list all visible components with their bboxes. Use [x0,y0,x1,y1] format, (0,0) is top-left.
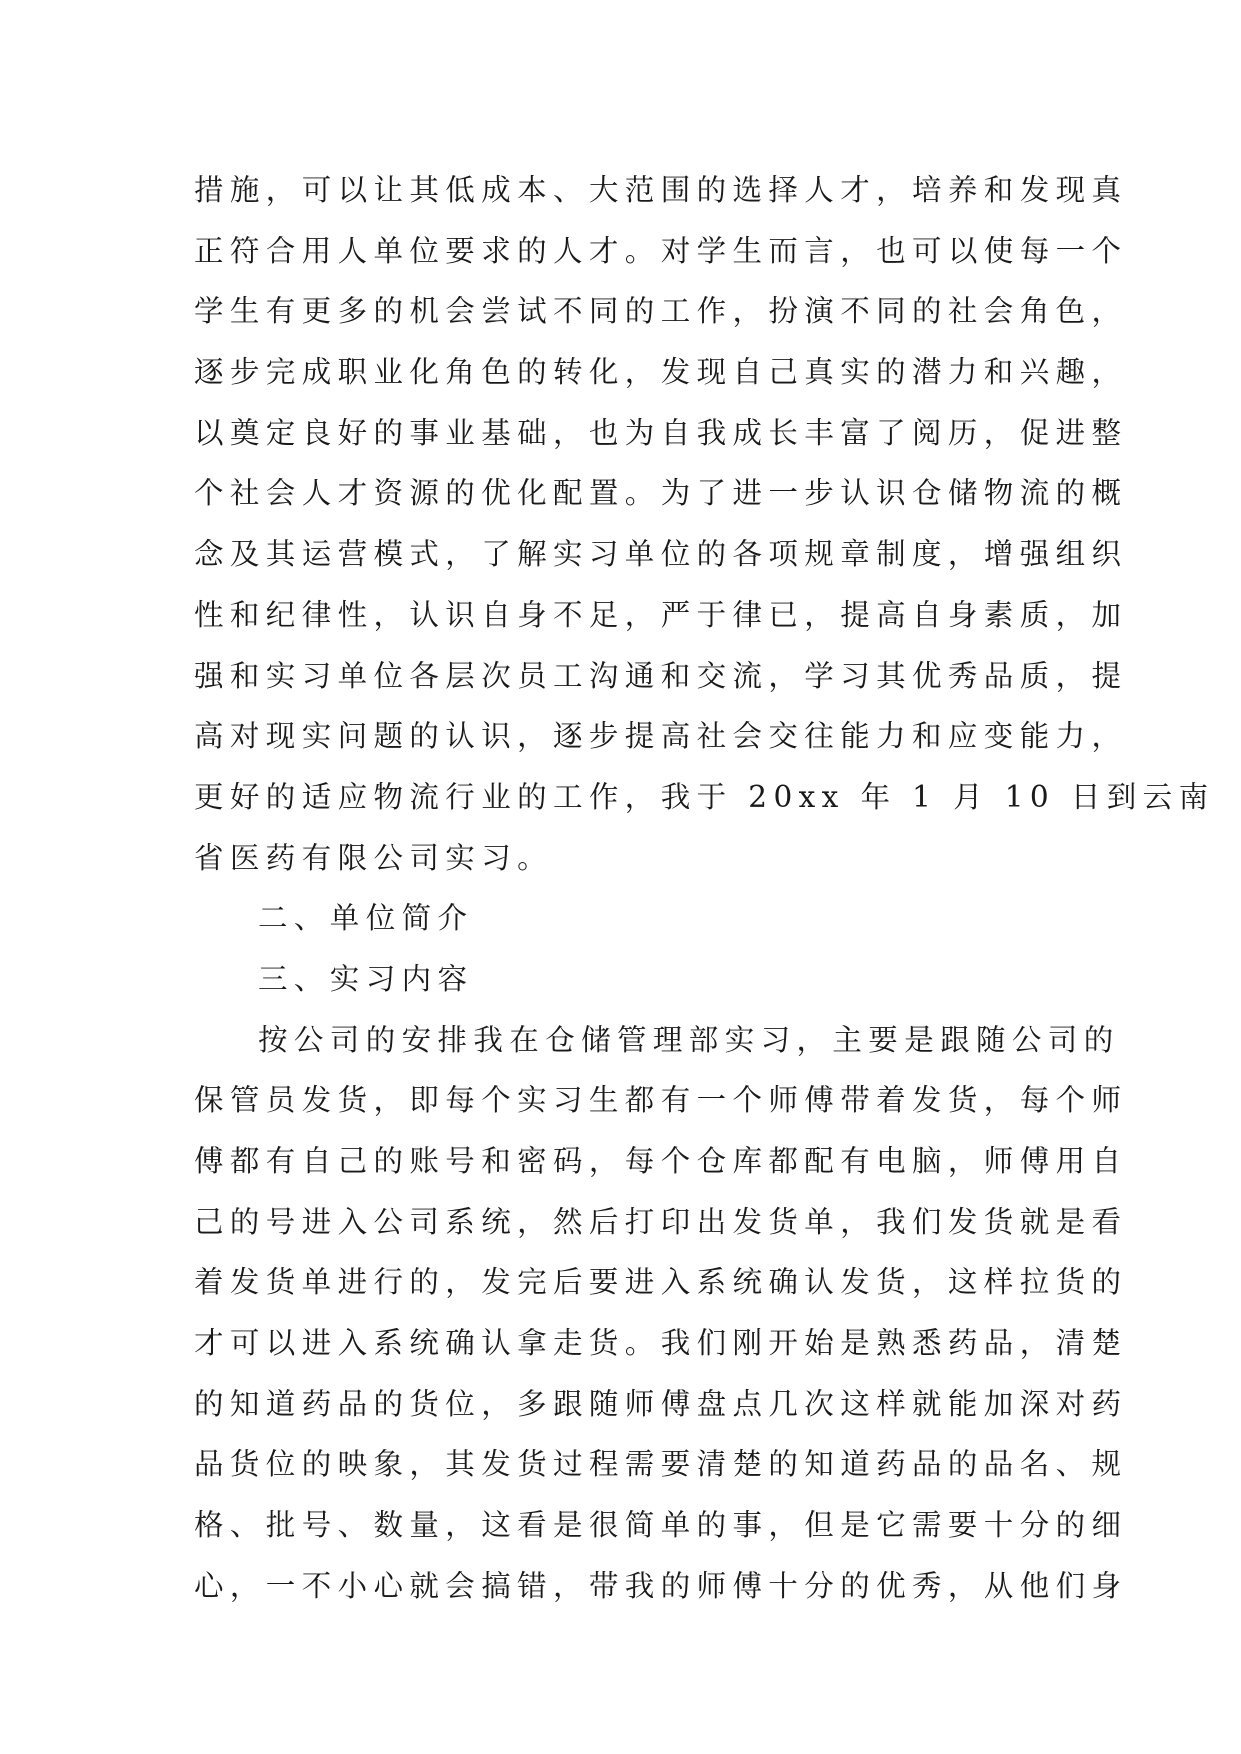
text-line: 更好的适应物流行业的工作，我于 20xx 年 1 月 10 日到云南 [194,779,1215,814]
paragraph-first-line: 二、单位简介 [258,901,474,936]
document-body [194,160,1215,1617]
text-line: 性和纪律性，认识自身不足，严于律已，提高自身素质，加 [194,597,1128,632]
text-line: 学生有更多的机会尝试不同的工作，扮演不同的社会角色， [194,294,1128,329]
text-line: 个社会人才资源的优化配置。为了进一步认识仓储物流的概 [194,476,1128,511]
text-line: 心，一不小心就会搞错，带我的师傅十分的优秀，从他们身 [194,1568,1128,1603]
text-line: 保管员发货，即每个实习生都有一个师傅带着发货，每个师 [194,1083,1128,1118]
text-line: 逐步完成职业化角色的转化，发现自己真实的潜力和兴趣， [194,355,1128,390]
text-line: 品货位的映象，其发货过程需要清楚的知道药品的品名、规 [194,1447,1128,1482]
paragraph-first-line: 三、实习内容 [258,961,474,996]
text-line: 正符合用人单位要求的人才。对学生而言，也可以使每一个 [194,233,1128,268]
text-line: 着发货单进行的，发完后要进入系统确认发货，这样拉货的 [194,1265,1128,1300]
text-line: 的知道药品的货位，多跟随师傅盘点几次这样就能加深对药 [194,1386,1128,1421]
text-line: 省医药有限公司实习。 [194,840,554,875]
text-line: 格、批号、数量，这看是很简单的事，但是它需要十分的细 [194,1508,1128,1543]
text-line: 己的号进入公司系统，然后打印出发货单，我们发货就是看 [194,1204,1128,1239]
text-line: 措施，可以让其低成本、大范围的选择人才，培养和发现真 [194,173,1128,207]
text-line: 高对现实问题的认识，逐步提高社会交往能力和应变能力， [194,719,1128,754]
text-line: 念及其运营模式，了解实习单位的各项规章制度，增强组织 [194,537,1128,572]
text-line: 才可以进入系统确认拿走货。我们刚开始是熟悉药品，清楚 [194,1326,1128,1361]
paragraph-first-line: 按公司的安排我在仓储管理部实习，主要是跟随公司的 [258,1022,1120,1057]
text-line: 强和实习单位各层次员工沟通和交流，学习其优秀品质，提 [194,658,1128,693]
text-line: 以奠定良好的事业基础，也为自我成长丰富了阅历，促进整 [194,415,1128,450]
text-line: 傅都有自己的账号和密码，每个仓库都配有电脑，师傅用自 [194,1144,1128,1178]
